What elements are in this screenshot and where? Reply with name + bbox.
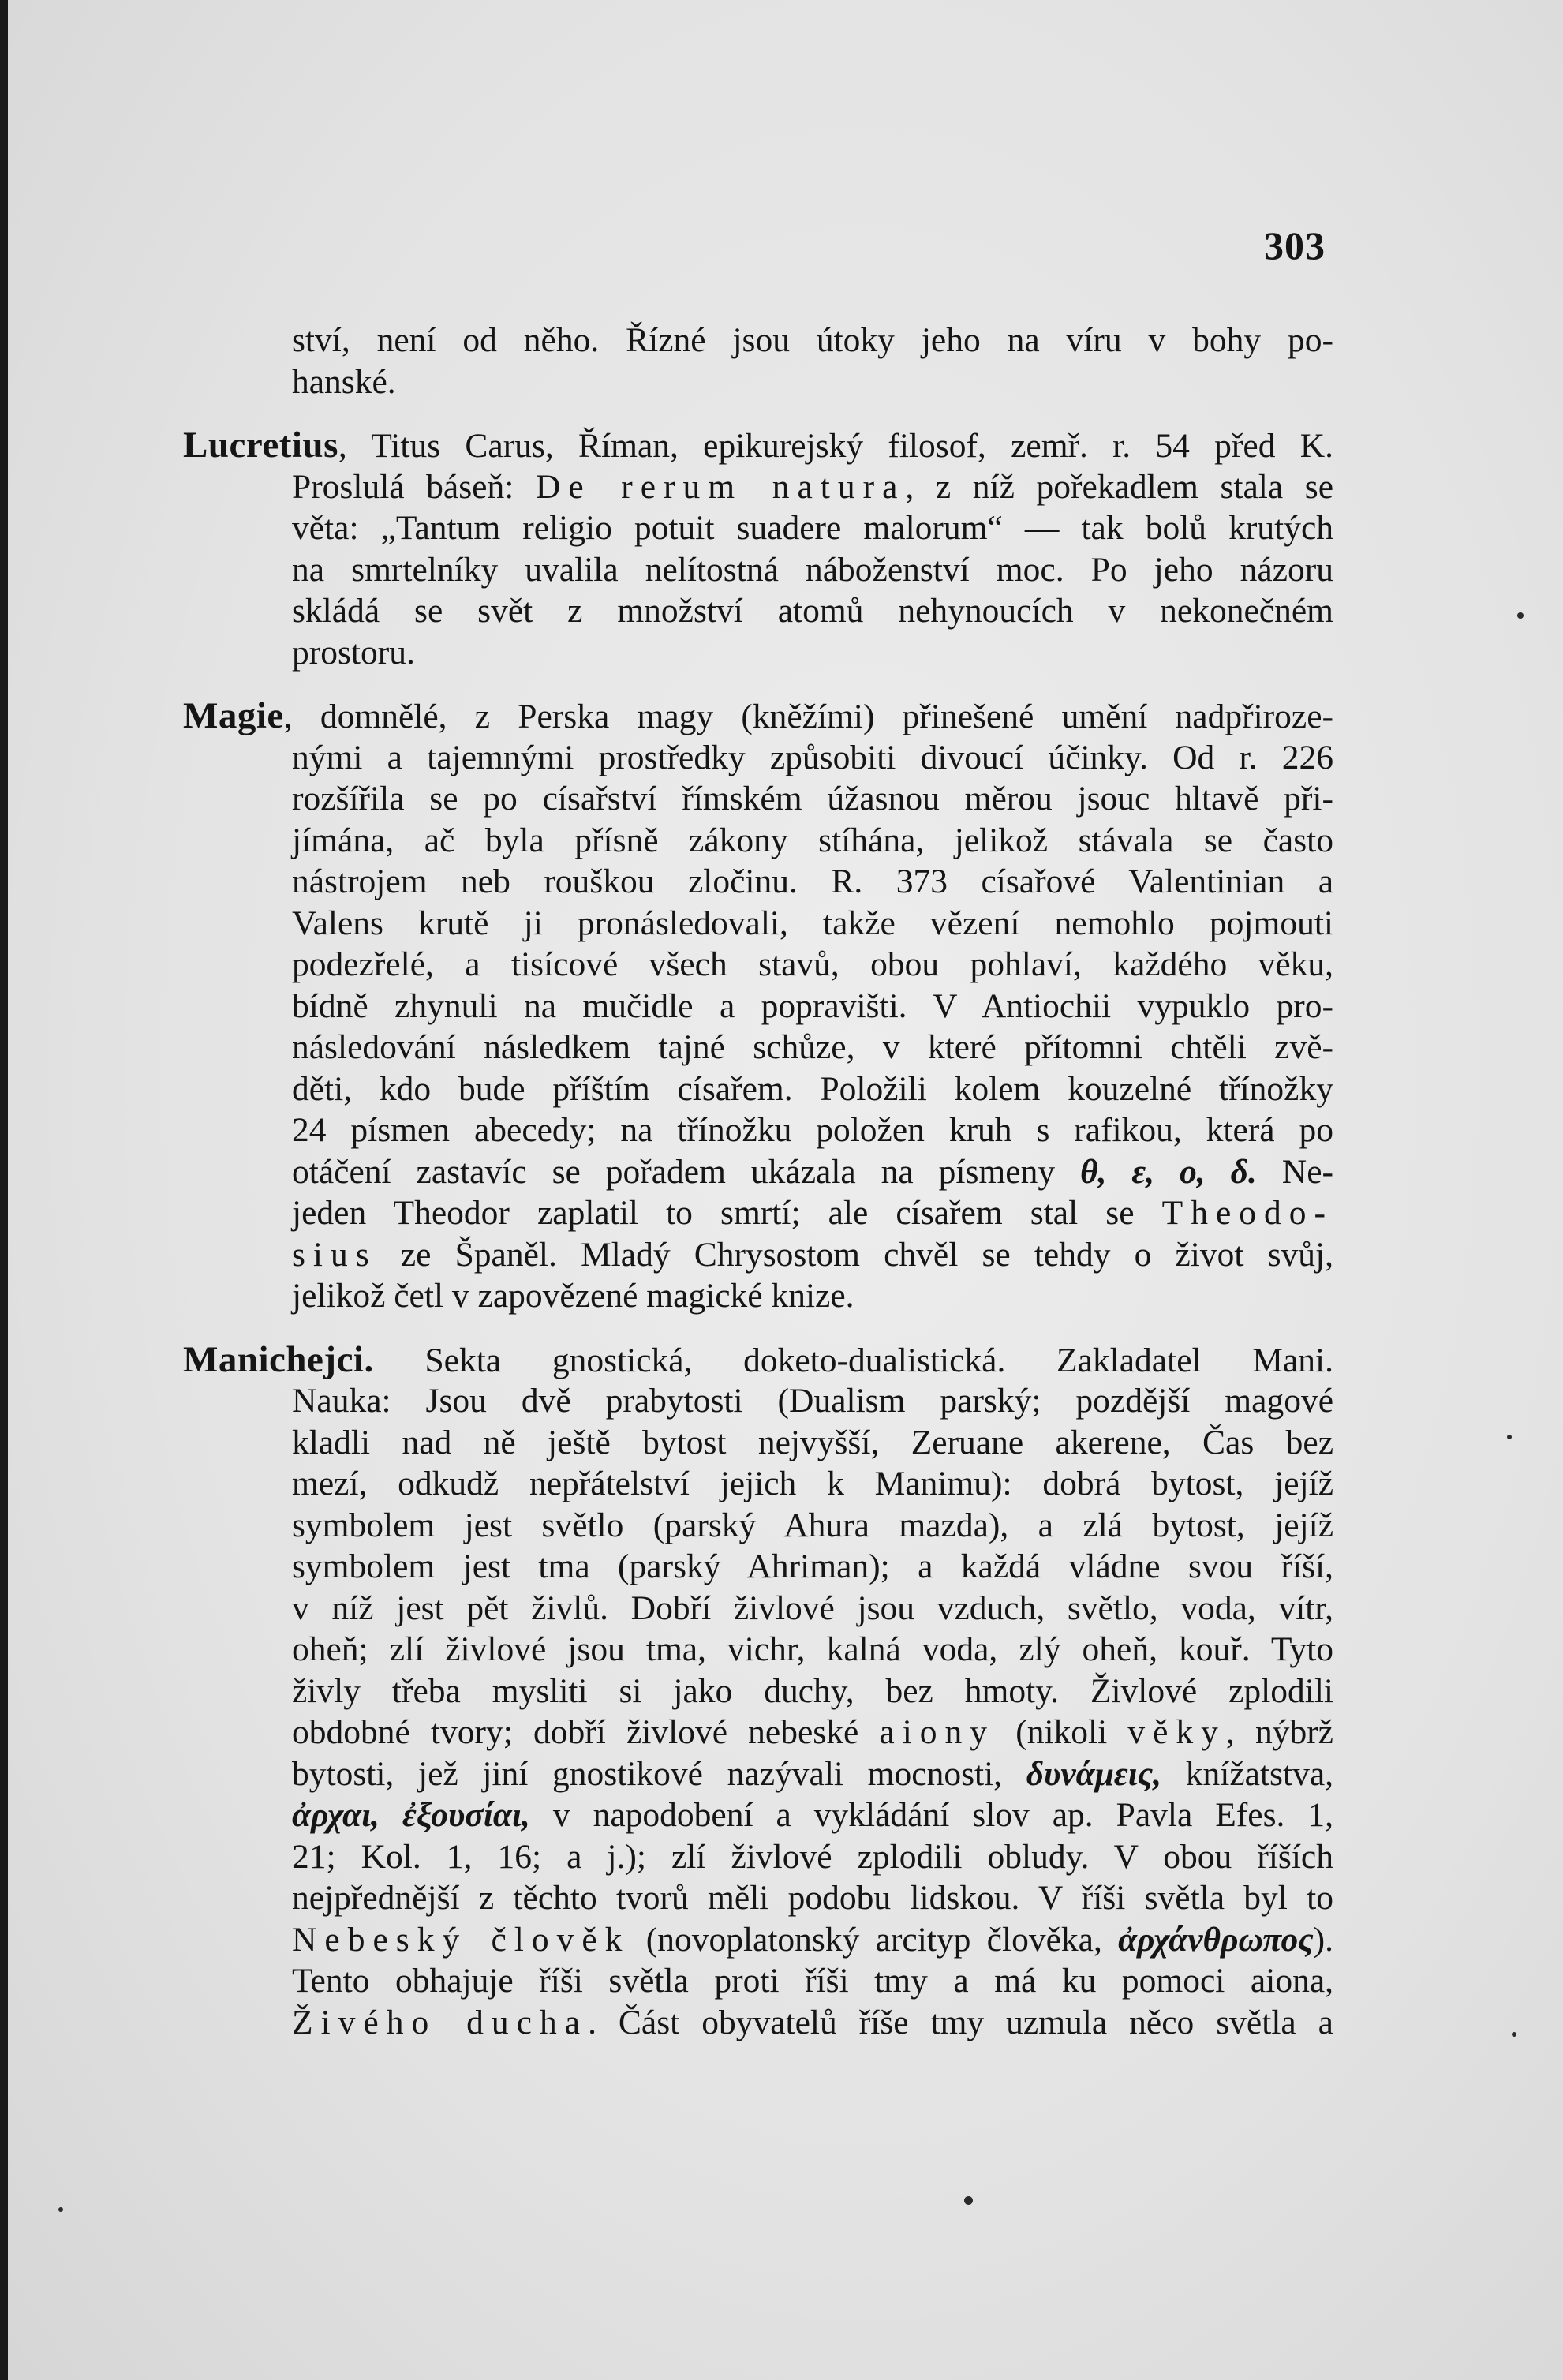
emphasis-span: Nebeský člověk <box>292 1920 630 1959</box>
text-line: hanské. <box>292 362 396 401</box>
text-line <box>183 695 1333 737</box>
entry-magie <box>183 695 1333 1317</box>
text-line: 21; Kol. 1, 16; a j.); zlí živlové zplodili obludy. V obou říších <box>292 1837 1333 1876</box>
text-span: , z níž pořekadlem stala se <box>905 467 1334 506</box>
text-line: Valens krutě ji pronásledovali, takže vězení nemohlo pojmouti <box>292 904 1333 942</box>
emphasis-span: De rerum natura <box>535 467 906 506</box>
emphasis-span: Živého ducha <box>292 2003 589 2041</box>
text-line: mezí, odkudž nepřátelství jejich k Manimu): dobrá bytost, jejíž <box>292 1465 1333 1502</box>
entry-lucretius <box>183 425 1333 673</box>
text-line: následování následkem tajné schůze, v které přítomni chtěli zvě- <box>292 1028 1333 1066</box>
text-span: ze Španěl. Mladý Chrysostom chvěl se tehdy o život svůj, <box>376 1235 1333 1274</box>
scan-speck <box>1517 612 1524 619</box>
text-line: věta: „Tantum religio potuit suadere malorum“ — tak bolů krutých <box>292 509 1333 547</box>
text-span: jeden Theodor zaplatil to smrtí; ale císařem stal se <box>292 1194 1162 1232</box>
text-line: nejpřednější z těchto tvorů měli podobu lidskou. V říši světla byl to <box>292 1879 1333 1917</box>
entry-headword: Manichejci. <box>183 1338 374 1380</box>
text-line: Nauka: Jsou dvě prabytosti (Dualism parský; pozdější magové <box>292 1382 1333 1420</box>
text-line: ství, není od něho. Řízné jsou útoky jeho na víru v bohy po- <box>292 321 1333 359</box>
text-span: obdobné tvory; dobří živlové nebeské <box>292 1713 880 1751</box>
entry-gap <box>183 1317 1333 1339</box>
text-line <box>183 466 1333 508</box>
scan-speck <box>1512 2032 1516 2037</box>
text-span: , Titus Carus, Říman, epikurejský filosof, zemř. r. 54 před K. <box>338 427 1333 465</box>
text-span: Ne- <box>1256 1152 1334 1191</box>
entry-manichejci <box>183 1339 1333 2044</box>
text-line <box>183 1234 1333 1276</box>
text-line <box>183 1919 1333 1961</box>
text-line: kladli nad ně ještě bytost nejvyšší, Zeruane akerene, Čas bez <box>292 1423 1333 1461</box>
text-line <box>183 1339 1333 1381</box>
entry-headword: Lucretius <box>183 425 338 466</box>
text-line <box>183 1192 1333 1234</box>
text-line: podezřelé, a tisícové všech stavů, obou pohlaví, každého věku, <box>292 945 1333 983</box>
text-span: v napodobení a vykládání slov ap. Pavla Efes. 1, <box>529 1796 1333 1834</box>
scan-edge <box>0 0 8 2380</box>
entry-gap <box>183 673 1333 695</box>
text-span: (novoplatonský arcityp člověka, <box>630 1920 1119 1959</box>
text-line: nými a tajemnými prostředky způsobiti divoucí účinky. Od r. 226 <box>292 738 1333 776</box>
text-line <box>183 1151 1333 1193</box>
text-line: bídně zhynuli na mučidle a popravišti. V Antiochii vypuklo pro- <box>292 986 1333 1025</box>
text-line: na smrtelníky uvalila nelítostná náboženství moc. Po jeho názoru <box>292 550 1333 589</box>
scan-speck <box>964 2196 973 2205</box>
text-span: , nýbrž <box>1225 1713 1333 1751</box>
greek-span: δυνάμεις, <box>1026 1754 1162 1793</box>
emphasis-span: sius <box>292 1235 377 1274</box>
text-span: Proslulá báseň: <box>292 467 536 506</box>
text-line: Tento obhajuje říši světla proti říši tmy a má ku pomoci aiona, <box>292 1962 1333 2000</box>
text-span: ). <box>1313 1920 1333 1959</box>
text-line <box>183 1794 1333 1836</box>
page-number: 303 <box>1264 223 1326 268</box>
text-line: oheň; zlí živlové jsou tma, vichr, kalná voda, zlý oheň, kouř. Tyto <box>292 1630 1333 1668</box>
text-line: skládá se svět z množství atomů nehynoucích v nekonečném <box>292 592 1333 630</box>
text-line <box>183 425 1333 466</box>
entry-gap <box>183 402 1333 425</box>
text-line: symbolem jest světlo (parský Ahura mazda), a zlá bytost, jejíž <box>292 1506 1333 1544</box>
text-line: jímána, ač byla přísně zákony stíhána, jelikož stávala se často <box>292 821 1333 859</box>
greek-span: ἀρχαι, ἐξουσίαι, <box>292 1796 530 1834</box>
text-line: jelikož četl v zapovězené magické knize. <box>292 1277 854 1315</box>
text-span: . Část obyvatelů říše tmy uzmula něco světla a <box>588 2003 1333 2041</box>
scan-speck <box>1507 1435 1512 1439</box>
text-line: rozšířila se po císařství římském úžasnou měrou jsouc hltavě při- <box>292 780 1333 818</box>
emphasis-span: věky <box>1127 1713 1226 1751</box>
text-span: , domnělé, z Perska magy (kněžími) přinešené umění nadpřiroze- <box>283 698 1333 735</box>
scan-speck <box>58 2207 63 2212</box>
text-span: otáčení zastavíc se pořadem ukázala na písmeny <box>292 1152 1081 1191</box>
emphasis-span: aiony <box>879 1713 996 1751</box>
text-line: nástrojem neb rouškou zločinu. R. 373 císařové Valentinian a <box>292 863 1333 900</box>
text-line: prostoru. <box>292 633 415 672</box>
text-span: Sekta gnostická, doketo-dualistická. Zakladatel Mani. <box>373 1341 1333 1379</box>
text-line: 24 písmen abecedy; na třínožku položen kruh s rafikou, která po <box>292 1111 1333 1149</box>
greek-span: θ, ε, ο, δ. <box>1080 1152 1257 1191</box>
text-span: knížatstva, <box>1161 1754 1334 1793</box>
text-line <box>183 2002 1333 2044</box>
text-line: děti, kdo bude příštím císařem. Položili kolem kouzelné třínožky <box>292 1069 1333 1108</box>
text-span: (nikoli <box>995 1713 1128 1751</box>
text-line: symbolem jest tma (parský Ahriman); a každá vládne svou říší, <box>292 1547 1333 1585</box>
text-line: v níž jest pět živlů. Dobří živlové jsou vzduch, světlo, voda, vítr, <box>292 1589 1333 1627</box>
text-span: bytosti, jež jiní gnostikové nazývali mocnosti, <box>292 1754 1026 1793</box>
greek-span: ἀρχάνθρωπος <box>1118 1920 1314 1959</box>
text-line: živly třeba mysliti si jako duchy, bez hmoty. Živlové zplodili <box>292 1671 1333 1710</box>
text-line <box>183 1712 1333 1753</box>
entry-headword: Magie <box>183 695 284 736</box>
text-line <box>183 1753 1333 1795</box>
page-body <box>183 320 1333 2043</box>
emphasis-span: Theodo- <box>1161 1194 1333 1232</box>
